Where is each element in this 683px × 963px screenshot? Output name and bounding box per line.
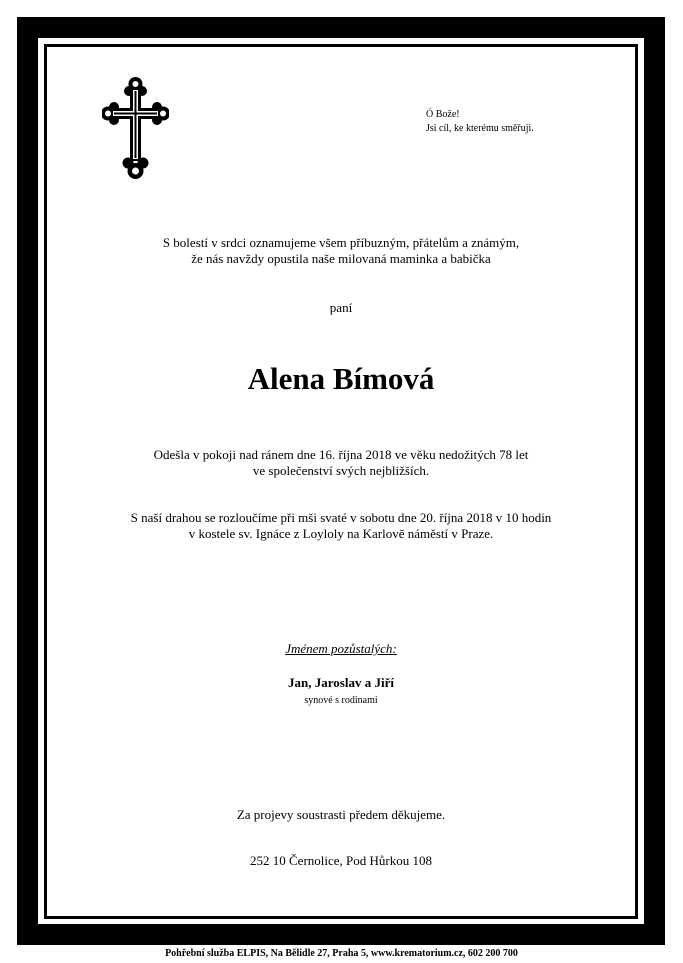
family-address: 252 10 Černolice, Pod Hůrkou 108: [250, 853, 432, 868]
intro-line-2: že nás navždy opustila naše milovaná maminka a babička: [191, 251, 491, 266]
deceased-name: Alena Bímová: [247, 361, 435, 396]
mourning-border-inner: [44, 44, 638, 919]
funeral-details: [47, 510, 635, 542]
funeral-line-2: v kostele sv. Ignáce z Loyloly na Karlově náměstí v Praze.: [188, 526, 494, 541]
survivors-heading: Jménem pozůstalých:: [285, 641, 397, 656]
motto-line-2: Jsi cíl, ke kterému směřuji.: [426, 123, 534, 134]
death-details: [47, 447, 635, 479]
announcement-intro: [47, 235, 635, 267]
survivors-names: Jan, Jaroslav a Jiří: [288, 675, 394, 690]
honorific-title: paní: [329, 300, 353, 315]
thanks-text: Za projevy soustrasti předem děkujeme.: [236, 807, 446, 822]
motto-quote: [426, 108, 534, 136]
mourning-border-gap: [38, 38, 644, 924]
intro-line-1: S bolestí v srdci oznamujeme všem příbuzným, přátelům a známým,: [162, 235, 520, 250]
survivors-relation: synové s rodinami: [304, 695, 378, 706]
death-line-1: Odešla v pokoji nad ránem dne 16. října 2018 ve věku nedožitých 78 let: [153, 447, 529, 462]
funeral-service-footer: Pohřební služba ELPIS, Na Bělidle 27, Praha 5, www.krematorium.cz, 602 200 700: [165, 948, 518, 959]
motto-line-1: Ó Bože!: [426, 109, 460, 120]
notice-content: [47, 47, 635, 916]
funeral-line-1: S naší drahou se rozloučíme při mši svaté v sobotu dne 20. října 2018 v 10 hodin: [130, 510, 552, 525]
mourning-border-outer: [17, 17, 665, 945]
death-line-2: ve společenství svých nejbližších.: [252, 463, 430, 478]
cross-icon: [102, 75, 169, 180]
